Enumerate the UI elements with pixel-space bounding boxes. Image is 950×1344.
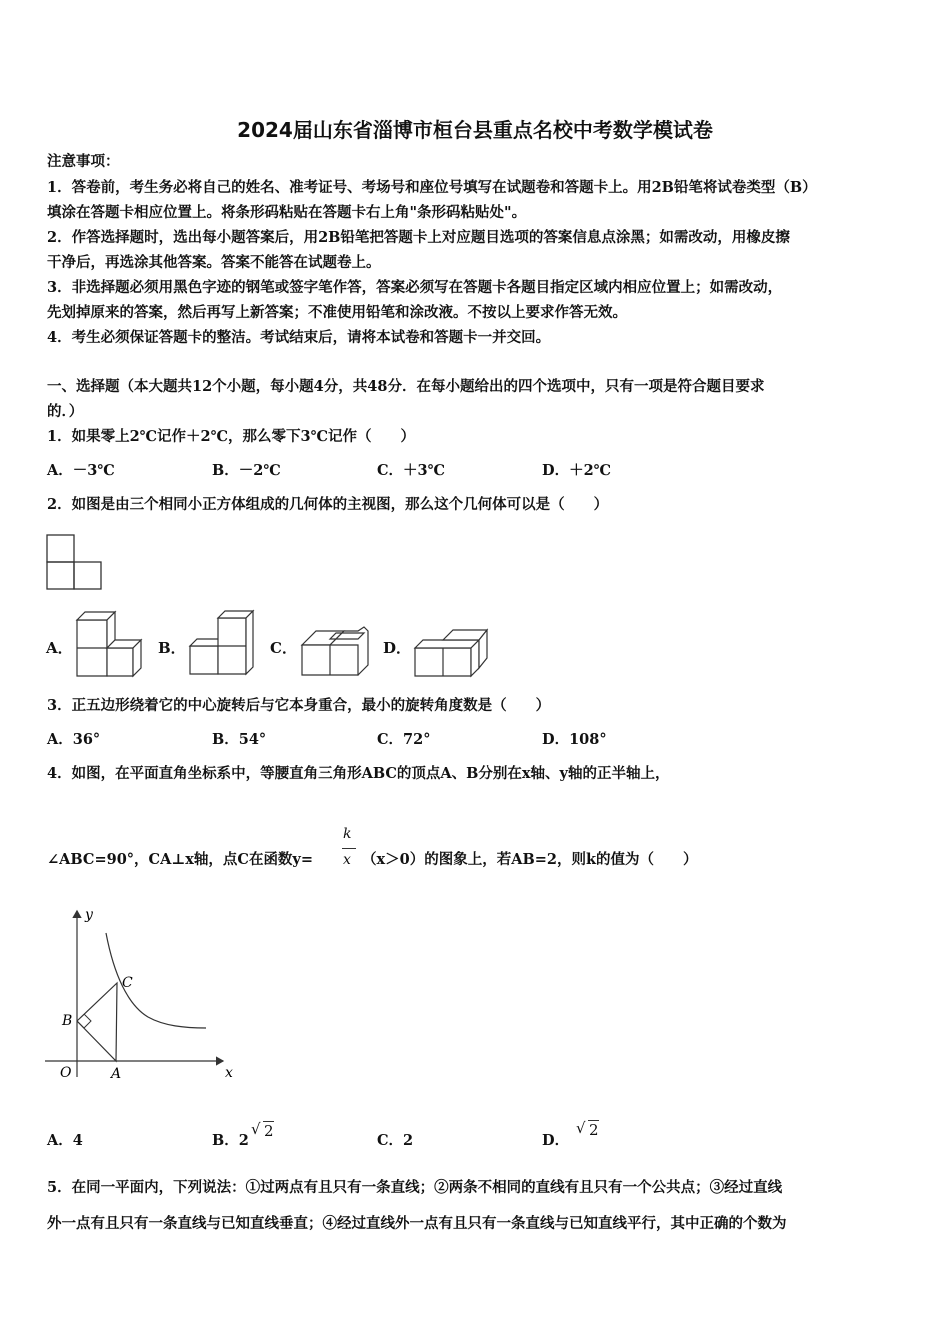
q1-option-d: D．＋2℃ [542,462,612,479]
question-1-stem: 1．如果零上2℃记作＋2℃，那么零下3℃记作（ ） [47,428,415,445]
q2-option-d-label: D． [383,639,412,657]
question-2-stem: 2．如图是由三个相同小正方体组成的几何体的主视图，那么这个几何体可以是（ ） [47,496,609,513]
point-a-label: A [111,1066,122,1082]
q2-option-d-figure [413,628,493,680]
question-4-stem-2a: ∠ABC=90°，CA⊥x轴，点C在函数y= [47,851,314,868]
q2-option-a-figure [75,608,145,678]
question-4-stem-2b: （x＞0）的图象上，若AB=2，则k的值为（ ） [362,851,698,868]
q3-option-a: A．36° [47,731,101,748]
x-axis-label: x [225,1065,233,1081]
origin-label: O [60,1065,72,1081]
point-b-label: B [62,1013,73,1029]
section-heading-cont: 的．） [47,403,84,420]
q3-option-c: C．72° [377,731,431,748]
q1-option-b: B．－2℃ [212,462,281,479]
coordinate-graph [40,905,250,1090]
q3-option-b: B．54° [212,731,267,748]
q2-option-b-label: B． [158,639,186,657]
notice-heading: 注意事项： [47,153,120,170]
question-4-stem-1: 4．如图，在平面直角坐标系中，等腰直角三角形ABC的顶点A、B分别在x轴、y轴的正半轴上， [47,765,670,782]
question-3-stem: 3．正五边形绕着它的中心旋转后与它本身重合，最小的旋转角度数是（ ） [47,697,551,714]
notice-line: 3．非选择题必须用黑色字迹的钢笔或签字笔作答，答案必须写在答题卡各题目指定区域内相应位置上；如需改动， [47,279,783,296]
q4-option-d-radicand: 2 [589,1121,599,1139]
q1-option-a: A．－3℃ [47,462,115,479]
q4-option-b-radicand: 2 [264,1122,274,1140]
notice-line: 先划掉原来的答案，然后再写上新答案；不准使用铅笔和涂改液。不按以上要求作答无效。 [47,304,627,321]
q4-option-d-radical-sign: √ [576,1119,586,1137]
page-title: 2024届山东省淄博市桓台县重点名校中考数学模试卷 [237,118,713,142]
q4-option-b-radical-sign: √ [251,1120,261,1138]
q4-option-b: B．2 [212,1132,249,1149]
fraction-bar [342,848,356,849]
q2-option-b-figure [188,608,258,678]
notice-line: 干净后，再选涂其他答案。答案不能答在试题卷上。 [47,254,381,271]
q2-option-c-figure [300,625,372,680]
notice-line: 1．答卷前，考生务必将自己的姓名、准考证号、考场号和座位号填写在试题卷和答题卡上。用2B铅笔将试卷类型（B） [47,179,817,196]
y-axis-label: y [85,907,93,923]
fraction-numerator: k [343,826,352,842]
q2-option-c-label: C． [270,639,297,657]
notice-line: 4．考生必须保证答题卡的整洁。考试结束后，请将本试卷和答题卡一并交回。 [47,329,551,346]
q4-option-c: C．2 [377,1132,414,1149]
q4-option-d: D． [542,1132,570,1149]
front-view-figure [46,534,104,590]
triangle-abc [77,983,117,1061]
question-5-line-2: 外一点有且只有一条直线与已知直线垂直；④经过直线外一点有且只有一条直线与已知直线平行，其中正确的个数为 [47,1215,787,1232]
q4-option-a: A．4 [47,1132,83,1149]
question-5-line-1: 5．在同一平面内，下列说法：①过两点有且只有一条直线；②两条不相同的直线有且只有一个公共点；③经过直线 [47,1179,783,1196]
notice-line: 填涂在答题卡相应位置上。将条形码粘贴在答题卡右上角"条形码粘贴处"。 [47,204,527,221]
q3-option-d: D．108° [542,731,607,748]
notice-line: 2．作答选择题时，选出每小题答案后，用2B铅笔把答题卡上对应题目选项的答案信息点涂黑；如需改动，用橡皮擦 [47,229,790,246]
q1-option-c: C．＋3℃ [377,462,446,479]
point-c-label: C [122,975,133,991]
right-angle-mark [77,1014,91,1028]
fraction-denominator: x [343,852,351,868]
hyperbola-curve [106,933,206,1028]
q2-option-a-label: A． [46,639,73,657]
section-heading: 一、选择题（本大题共12个小题，每小题4分，共48分．在每小题给出的四个选项中，只有一项是符合题目要求 [47,378,765,395]
